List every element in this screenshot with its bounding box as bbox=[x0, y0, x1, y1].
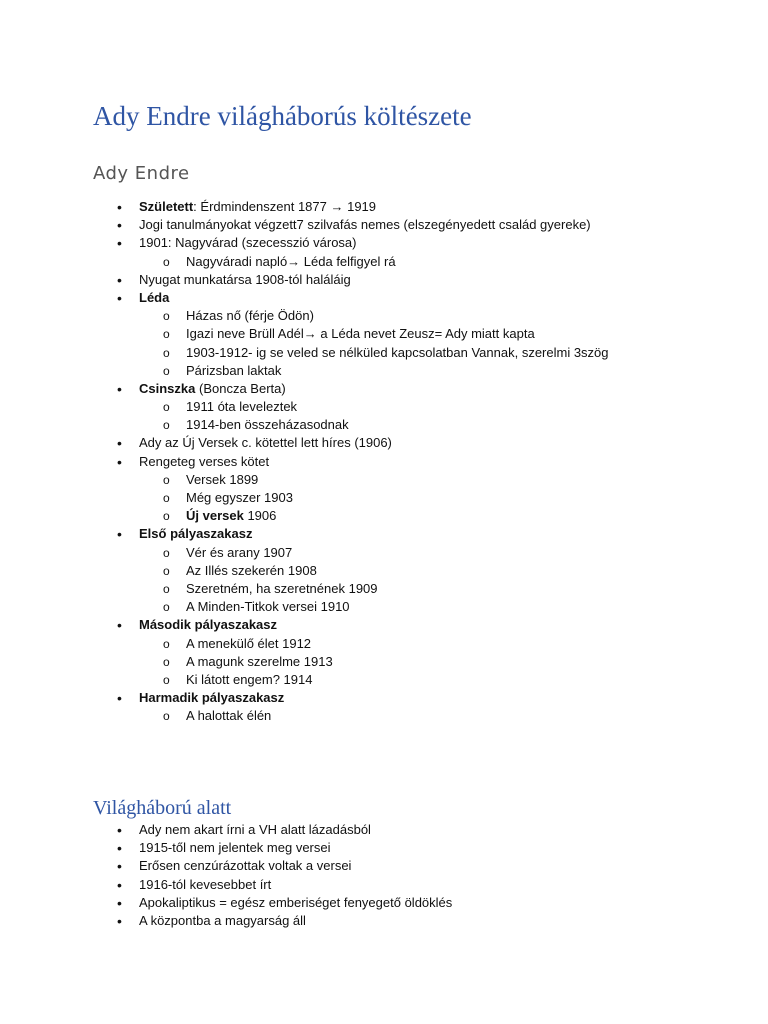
sub-bullet-icon: o bbox=[163, 654, 170, 669]
list-item-plain-text: A magunk szerelme 1913 bbox=[186, 653, 333, 669]
list-item-text bbox=[139, 912, 306, 930]
list-item-plain-text: 1915-től nem jelentek meg versei bbox=[139, 840, 331, 856]
list-item-plain-text: Erősen cenzúrázottak voltak a versei bbox=[139, 858, 352, 874]
list-item-text bbox=[186, 253, 396, 271]
list-item-plain-text: : Érdmindenszent 1877 → 1919 bbox=[193, 199, 377, 214]
list-item-plain-text: Házas nő (férje Ödön) bbox=[186, 308, 314, 324]
list-item-plain-text: Ady nem akart írni a VH alatt lázadásból bbox=[139, 822, 371, 837]
sub-bullet-icon: o bbox=[163, 400, 170, 415]
list-item-bold-text: Második pályaszakasz bbox=[139, 617, 278, 633]
bullet-icon: • bbox=[117, 526, 122, 543]
list-item-plain-text: 1903-1912- ig se veled se nélküled kapcsolatban Vannak, szerelmi 3szög bbox=[186, 344, 609, 360]
list-item-bold-text: Született bbox=[139, 199, 194, 214]
list-item-text bbox=[186, 671, 312, 689]
list-item-plain-text: Az Illés szekerén 1908 bbox=[186, 562, 317, 578]
sub-bullet-icon: o bbox=[163, 309, 170, 324]
list-item-text bbox=[186, 416, 349, 434]
bullet-icon: • bbox=[117, 235, 122, 252]
list-item-text bbox=[139, 839, 331, 857]
sub-bullet-icon: o bbox=[163, 600, 170, 615]
list-item-text bbox=[139, 198, 376, 216]
list-item-bold-text: Új versek bbox=[186, 508, 244, 524]
list-item-plain-text: Nagyváradi napló→ Léda felfigyel rá bbox=[186, 253, 396, 269]
list-item-text bbox=[139, 894, 452, 912]
list-item-plain-text: (Boncza Berta) bbox=[195, 380, 286, 396]
list-item-text bbox=[139, 616, 277, 634]
bullet-icon: • bbox=[117, 690, 122, 707]
list-item-text bbox=[139, 876, 271, 894]
bullet-icon: • bbox=[117, 840, 122, 857]
list-item-bold-text: Csinszka bbox=[139, 380, 196, 396]
list-item-text bbox=[186, 707, 271, 725]
list-item-plain-text: Párizsban laktak bbox=[186, 362, 282, 378]
list-item-text bbox=[139, 271, 351, 289]
list-item-plain-text: 1914-ben összeházasodnak bbox=[186, 417, 349, 433]
bullet-icon: • bbox=[117, 617, 122, 634]
list-item-text bbox=[139, 821, 371, 839]
sub-bullet-icon: o bbox=[163, 636, 170, 651]
list-item-plain-text: A központba a magyarság áll bbox=[139, 912, 306, 928]
list-item-text bbox=[139, 453, 269, 471]
list-item-text bbox=[139, 216, 591, 234]
list-item-text bbox=[186, 580, 378, 598]
document-subtitle: Ady Endre bbox=[93, 163, 190, 184]
sub-bullet-icon: o bbox=[163, 491, 170, 505]
list-item-plain-text: Jogi tanulmányokat végzett7 szilvafás nemes (elszegényedett család gyereke) bbox=[139, 217, 591, 233]
bullet-icon: • bbox=[117, 894, 122, 911]
list-item-text bbox=[186, 362, 281, 380]
document-title: Ady Endre világháborús költészete bbox=[93, 101, 472, 131]
list-item-text bbox=[139, 689, 284, 707]
list-item-plain-text: Még egyszer 1903 bbox=[186, 490, 293, 505]
sub-bullet-icon: o bbox=[163, 254, 170, 269]
list-item-plain-text: Igazi neve Brüll Adél→ a Léda nevet Zeusz= Ady miatt kapta bbox=[186, 326, 535, 342]
list-item-text bbox=[186, 653, 333, 671]
sub-bullet-icon: o bbox=[163, 472, 170, 487]
bullet-icon: • bbox=[117, 199, 122, 215]
list-item-plain-text: Versek 1899 bbox=[186, 471, 259, 487]
list-item-text bbox=[186, 489, 293, 507]
list-item-plain-text: 1916-tól kevesebbet írt bbox=[139, 876, 272, 892]
bullet-icon: • bbox=[117, 380, 122, 397]
list-item-text bbox=[186, 544, 292, 562]
list-item-bold-text: Harmadik pályaszakasz bbox=[139, 690, 285, 706]
list-item-text bbox=[139, 434, 392, 452]
sub-bullet-icon: o bbox=[163, 363, 170, 378]
sub-bullet-icon: o bbox=[163, 709, 170, 724]
list-item-plain-text: Szeretném, ha szeretnének 1909 bbox=[186, 580, 378, 596]
list-item-plain-text: Apokaliptikus = egész emberiséget fenyegető öldöklés bbox=[139, 894, 453, 910]
bullet-icon: • bbox=[117, 858, 122, 875]
bullet-icon: • bbox=[117, 453, 122, 470]
sub-bullet-icon: o bbox=[163, 545, 170, 560]
list-item-text bbox=[139, 857, 351, 875]
bullet-icon: • bbox=[117, 271, 122, 288]
sub-bullet-icon: o bbox=[163, 345, 170, 360]
list-item-plain-text: A Minden-Titkok versei 1910 bbox=[186, 599, 350, 615]
bullet-icon: • bbox=[117, 435, 122, 452]
sub-bullet-icon: o bbox=[163, 563, 170, 578]
list-item-text bbox=[186, 635, 311, 653]
list-item-text bbox=[186, 598, 350, 616]
sub-bullet-icon: o bbox=[163, 581, 170, 596]
list-item-text bbox=[139, 525, 252, 543]
list-item-plain-text: Nyugat munkatársa 1908-tól haláláig bbox=[139, 271, 351, 287]
list-item-text bbox=[186, 507, 276, 525]
sub-bullet-icon: o bbox=[163, 418, 170, 433]
list-item-plain-text: Ki látott engem? 1914 bbox=[186, 671, 313, 687]
section-heading: Világháború alatt bbox=[93, 797, 232, 819]
list-item-plain-text: A halottak élén bbox=[186, 708, 272, 724]
list-item-plain-text: A menekülő élet 1912 bbox=[186, 635, 312, 651]
list-item-text bbox=[186, 325, 535, 343]
list-item-bold-text: Léda bbox=[139, 289, 170, 305]
list-item-text bbox=[186, 471, 258, 489]
sub-bullet-icon: o bbox=[163, 327, 170, 342]
list-item-plain-text: 1911 óta leveleztek bbox=[186, 399, 298, 415]
bullet-icon: • bbox=[117, 289, 122, 306]
bullet-icon: • bbox=[117, 876, 122, 893]
list-item-bold-text: Első pályaszakasz bbox=[139, 526, 253, 542]
list-item-text bbox=[186, 562, 317, 580]
sub-bullet-icon: o bbox=[163, 672, 170, 687]
sub-bullet-icon: o bbox=[163, 509, 170, 524]
list-item-text bbox=[186, 307, 314, 325]
list-item-text bbox=[139, 234, 357, 252]
bullet-icon: • bbox=[117, 912, 122, 929]
list-item-text bbox=[139, 289, 169, 307]
list-item-plain-text: 1906 bbox=[243, 508, 277, 524]
list-item-text bbox=[186, 344, 609, 362]
list-item-plain-text: Ady az Új Versek c. kötettel lett híres (1906) bbox=[139, 435, 392, 451]
list-item-plain-text: Vér és arany 1907 bbox=[186, 544, 293, 560]
bullet-icon: • bbox=[117, 822, 122, 838]
list-item-plain-text: 1901: Nagyvárad (szecesszió városa) bbox=[139, 235, 357, 251]
list-item-text bbox=[139, 380, 286, 398]
list-item-plain-text: Rengeteg verses kötet bbox=[139, 453, 270, 469]
bullet-icon: • bbox=[117, 217, 122, 234]
list-item-text bbox=[186, 398, 297, 416]
